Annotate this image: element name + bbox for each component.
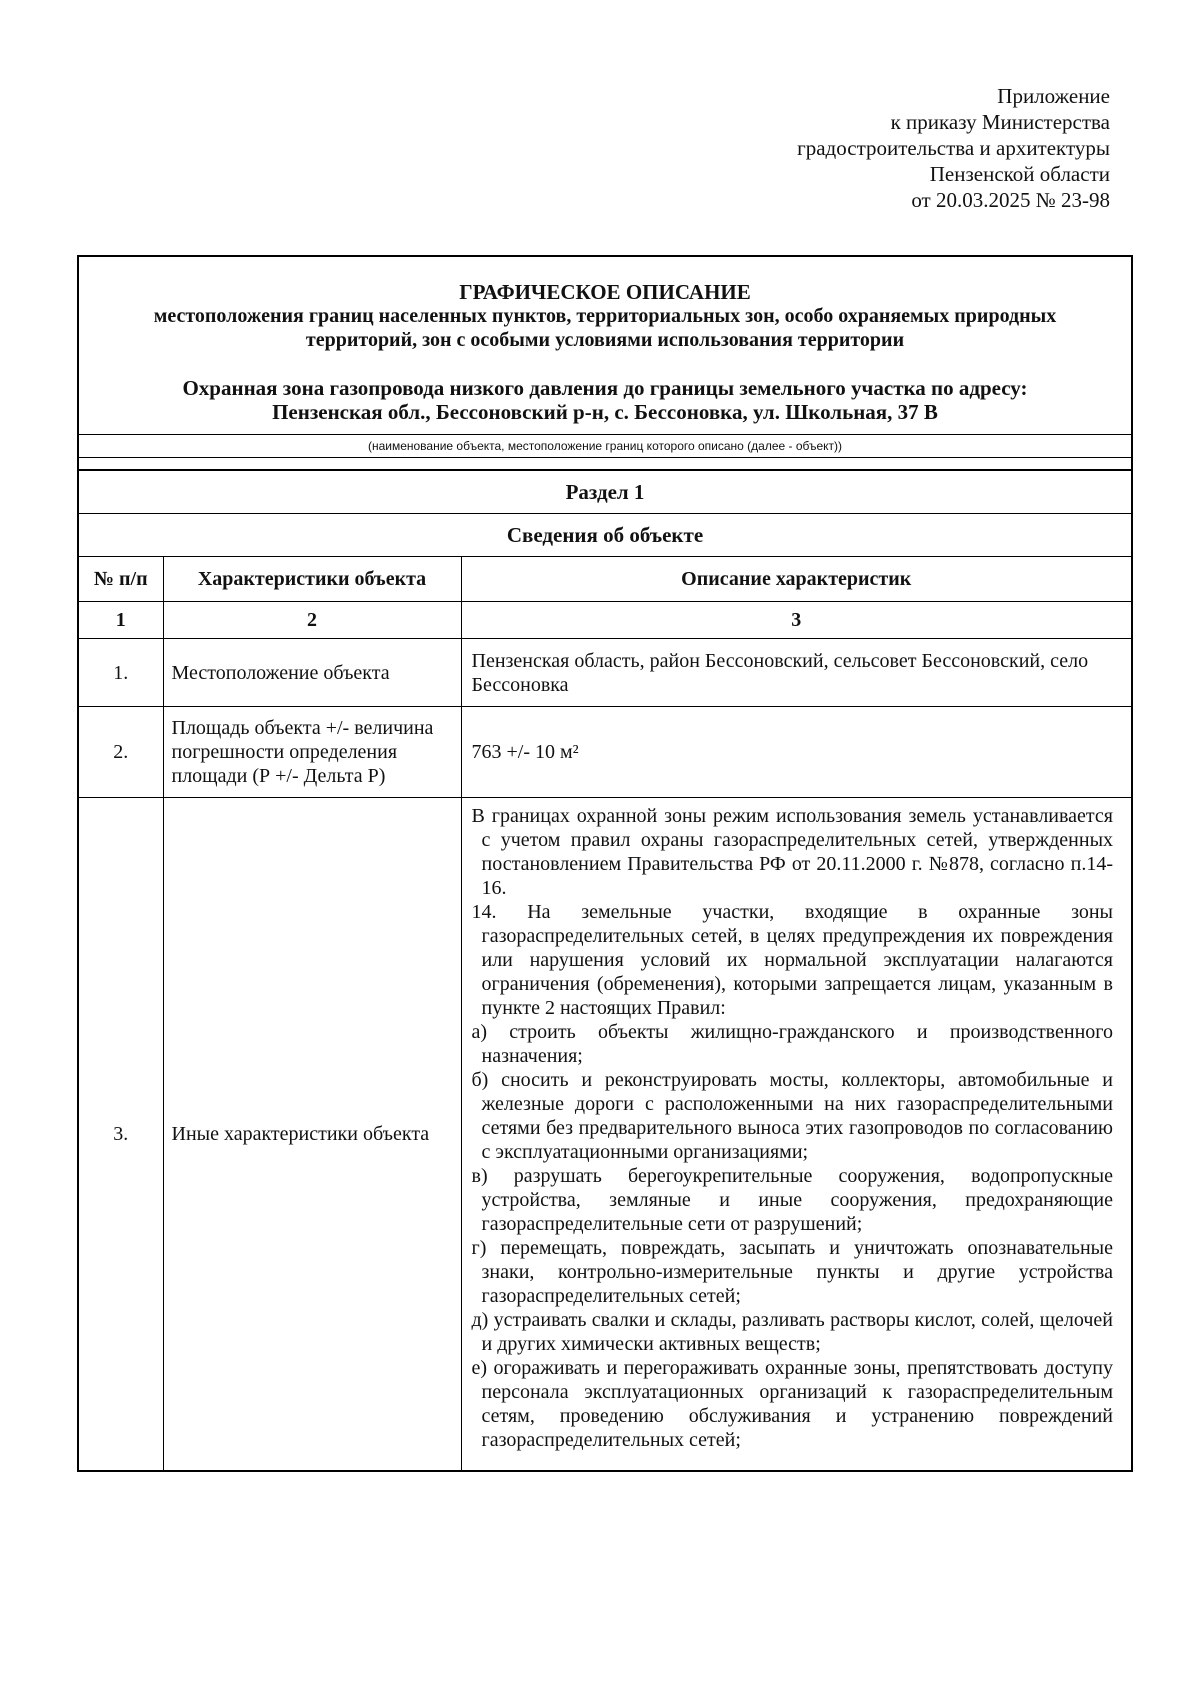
blank-row xyxy=(79,457,1131,469)
annex-line: от 20.03.2025 № 23-98 xyxy=(911,188,1110,212)
document-header xyxy=(79,257,1131,434)
row-number: 2. xyxy=(79,707,163,798)
column-header: № п/п xyxy=(79,557,163,602)
restriction-paragraph: б) сносить и реконструировать мосты, коллекторы, автомобильные и железные дороги с расположенными на них газораспределительными сетями без предварительного выноса этих газопроводов по согласованию с эксплуатационными организациями; xyxy=(471,1069,1113,1163)
object-address-line: Пензенская обл., Бессоновский р-н, с. Бессоновка, ул. Школьная, 37 В xyxy=(272,400,938,424)
restriction-paragraph: д) устраивать свалки и склады, разливать растворы кислот, солей, щелочей и других химически активных веществ; xyxy=(471,1309,1113,1355)
column-number-row xyxy=(79,602,1131,639)
row-number: 3. xyxy=(79,798,163,1471)
annex-line: Приложение xyxy=(997,84,1110,108)
column-number: 3 xyxy=(461,602,1131,639)
column-number: 2 xyxy=(163,602,461,639)
restriction-paragraph: г) перемещать, повреждать, засыпать и уничтожать опознавательные знаки, контрольно-измерительные пункты и другие устройства газораспределительных сетей; xyxy=(471,1237,1113,1307)
restriction-paragraph: В границах охранной зоны режим использования земель устанавливается с учетом правил охраны газораспределительных сетей, утвержденных постановлением Правительства РФ от 20.11.2000 г. №878, согласно п.14-16. xyxy=(471,805,1113,899)
document-frame xyxy=(77,255,1133,1472)
row-number: 1. xyxy=(79,639,163,707)
restriction-paragraph: 14. На земельные участки, входящие в охранные зоны газораспределительных сетей, в целях предупреждения их повреждения или нарушения условий их нормальной эксплуатации налагаются ограничения (обременения), которыми запрещается лицам, указанным в пункте 2 настоящих Правил: xyxy=(471,901,1113,1019)
table-row xyxy=(79,639,1131,707)
characteristics-table xyxy=(79,556,1131,1470)
restriction-paragraph: в) разрушать берегоукрепительные сооружения, водопропускные устройства, земляные и иные сооружения, предохраняющие газораспределительные сети от разрушений; xyxy=(471,1165,1113,1235)
row-characteristic: Местоположение объекта xyxy=(163,639,461,707)
document-subtitle: местоположения границ населенных пунктов, территориальных зон, особо охраняемых природных территорий, зон с особыми условиями использования территории xyxy=(153,305,1057,351)
annex-line: градостроительства и архитектуры xyxy=(797,136,1110,160)
row-characteristic: Иные характеристики объекта xyxy=(163,798,461,1471)
table-row xyxy=(79,707,1131,798)
annex-line: к приказу Министерства xyxy=(890,110,1110,134)
document-title: ГРАФИЧЕСКОЕ ОПИСАНИЕ xyxy=(459,280,751,304)
section-title: Раздел 1 xyxy=(79,469,1131,513)
section-subtitle: Сведения об объекте xyxy=(79,513,1131,556)
annex-block xyxy=(710,83,1110,213)
object-name xyxy=(99,376,1111,424)
restriction-paragraph: а) строить объекты жилищно-гражданского и производственного назначения; xyxy=(471,1021,1113,1067)
row-description xyxy=(461,798,1131,1471)
table-row xyxy=(79,798,1131,1471)
row-description: 763 +/- 10 м² xyxy=(461,707,1131,798)
column-number: 1 xyxy=(79,602,163,639)
restriction-paragraph: е) огораживать и перегораживать охранные зоны, препятствовать доступу персонала эксплуатационных организаций к газораспределительным сетям, проведению обслуживания и устранению повреждений газораспределительных сетей; xyxy=(471,1357,1113,1451)
column-header: Характеристики объекта xyxy=(163,557,461,602)
row-description: Пензенская область, район Бессоновский, сельсовет Бессоновский, село Бессоновка xyxy=(461,639,1131,707)
table-header-row xyxy=(79,557,1131,602)
object-caption: (наименование объекта, местоположение границ которого описано (далее - объект)) xyxy=(79,434,1131,457)
row-characteristic: Площадь объекта +/- величина погрешности определения площади (Р +/- Дельта Р) xyxy=(163,707,461,798)
object-name-line: Охранная зона газопровода низкого давления до границы земельного участка по адресу: xyxy=(182,376,1028,400)
annex-line: Пензенской области xyxy=(929,162,1110,186)
column-header: Описание характеристик xyxy=(461,557,1131,602)
